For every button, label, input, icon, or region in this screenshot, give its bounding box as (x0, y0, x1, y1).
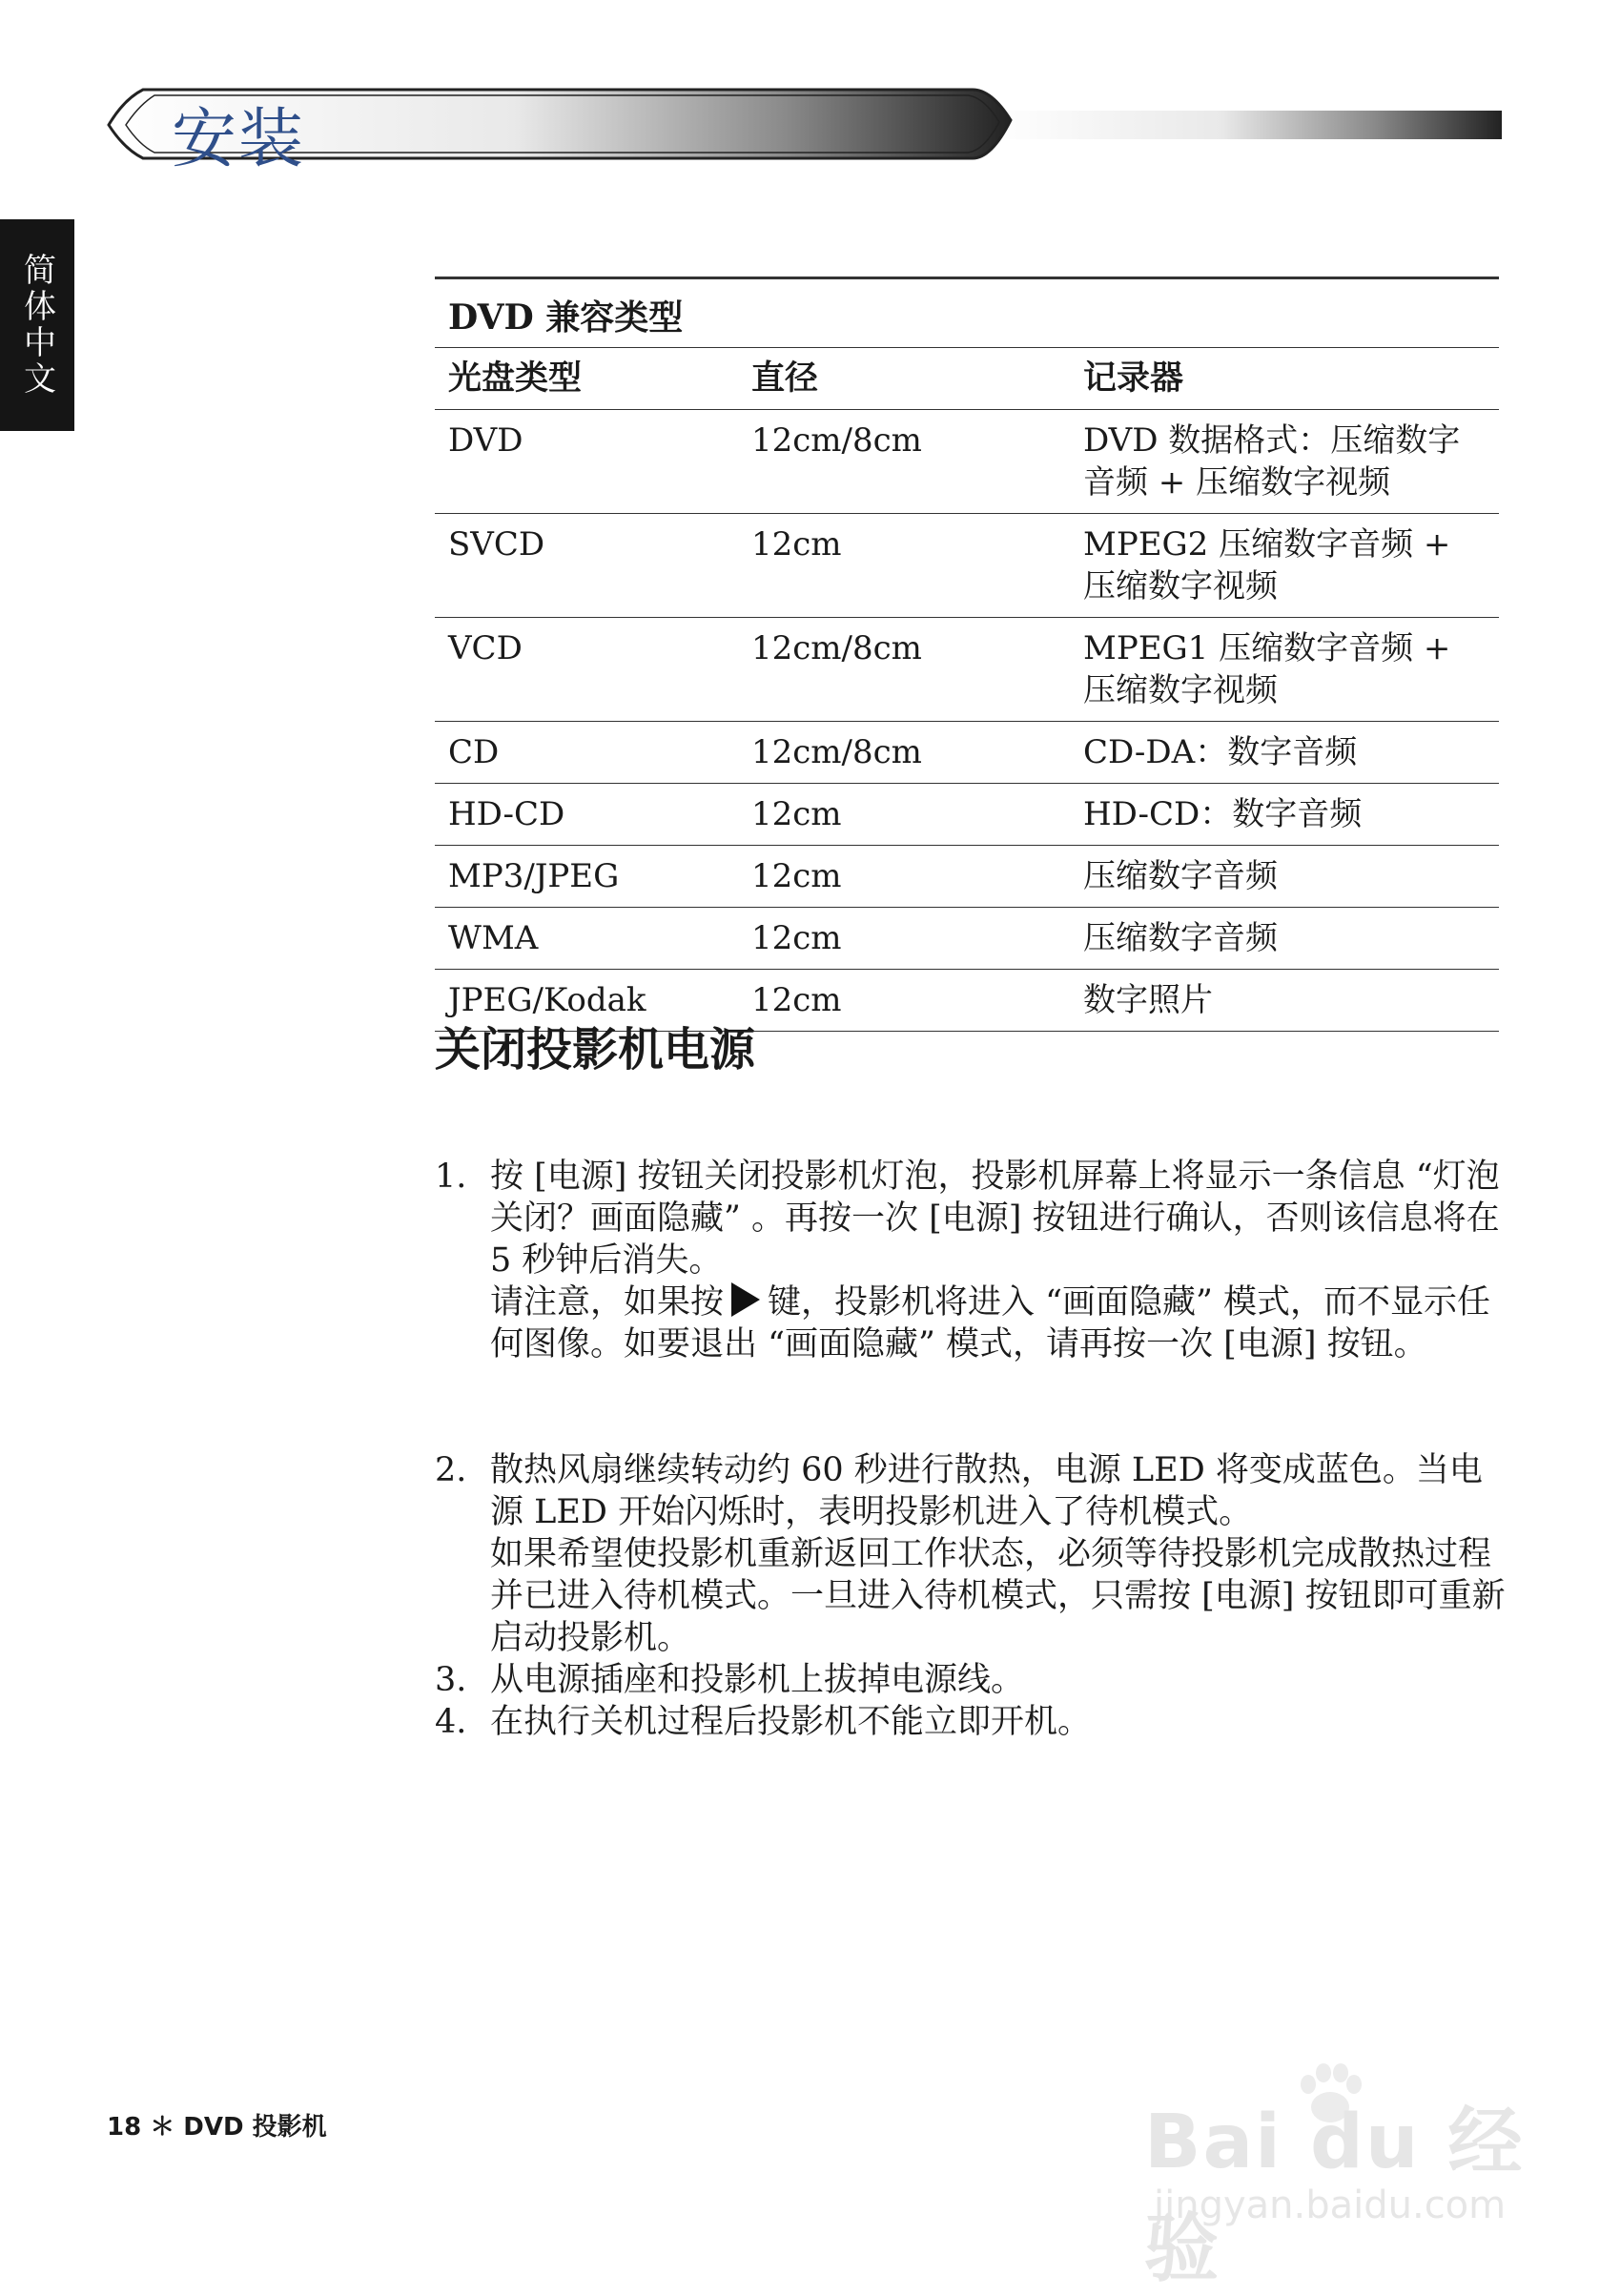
cell-recorder: 数字照片 (1070, 970, 1499, 1032)
page-footer: 18 ＊ DVD 投影机 (107, 2113, 327, 2142)
power-off-steps (435, 1156, 1508, 1743)
cell-disc-type: SVCD (435, 514, 738, 618)
step-item (435, 1701, 1508, 1743)
table-row (435, 410, 1499, 514)
cell-diameter: 12cm/8cm (738, 722, 1070, 784)
cell-recorder: DVD 数据格式：压缩数字音频 + 压缩数字视频 (1070, 410, 1499, 514)
step-note-after: 键，投影机将进入 “画面隐藏” 模式，而不显示任何图像。如要退出 “画面隐藏” 模式，请再按一次 [电源] 按钮。 (490, 1283, 1491, 1363)
cell-recorder: MPEG2 压缩数字音频 + 压缩数字视频 (1070, 514, 1499, 618)
page-title: 安装 (172, 102, 306, 177)
watermark-brand: Bai du 经验 (1144, 2100, 1525, 2292)
cell-recorder: MPEG1 压缩数字音频 + 压缩数字视频 (1070, 618, 1499, 722)
step-number: 3. (435, 1661, 467, 1699)
header-banner (105, 82, 1502, 177)
cell-recorder: HD-CD：数字音频 (1070, 784, 1499, 846)
baidu-watermark (1125, 2050, 1526, 2292)
step-note (490, 1281, 1508, 1365)
step-text: 按 [电源] 按钮关闭投影机灯泡，投影机屏幕上将显示一条信息 “灯泡关闭？画面隐藏” 。再按一次 [电源] 按钮进行确认，否则该信息将在 5 秒钟后消失。 (490, 1158, 1500, 1280)
step-gap (435, 1365, 1508, 1449)
step-item (435, 1659, 1508, 1701)
cell-recorder: CD-DA：数字音频 (1070, 722, 1499, 784)
col-header-diameter: 直径 (738, 348, 1070, 410)
step-text: 散热风扇继续转动约 60 秒进行散热，电源 LED 将变成蓝色。当电源 LED 开始闪烁时，表明投影机进入了待机模式。 (490, 1451, 1483, 1531)
cell-disc-type: WMA (435, 908, 738, 970)
table-row (435, 846, 1499, 908)
step-body (490, 1659, 1024, 1701)
step-body (490, 1701, 1091, 1743)
table-row (435, 784, 1499, 846)
step-item (435, 1449, 1508, 1659)
step-note: 如果希望使投影机重新返回工作状态，必须等待投影机完成散热过程并已进入待机模式。一旦进入待机模式，只需按 [电源] 按钮即可重新启动投影机。 (490, 1535, 1506, 1657)
dvd-compat-table (435, 277, 1499, 1032)
step-note-before: 请注意，如果按 (490, 1283, 725, 1322)
cell-diameter: 12cm (738, 514, 1070, 618)
cell-diameter: 12cm/8cm (738, 410, 1070, 514)
cell-disc-type: VCD (435, 618, 738, 722)
cell-diameter: 12cm (738, 784, 1070, 846)
step-body (490, 1449, 1508, 1659)
cell-disc-type: MP3/JPEG (435, 846, 738, 908)
cell-disc-type: JPEG/Kodak (435, 970, 738, 1032)
cell-disc-type: HD-CD (435, 784, 738, 846)
cell-diameter: 12cm/8cm (738, 618, 1070, 722)
cell-disc-type: CD (435, 722, 738, 784)
table-row (435, 722, 1499, 784)
table-row (435, 514, 1499, 618)
step-item (435, 1156, 1508, 1365)
language-tab-label: 简体中文 (17, 253, 56, 398)
step-number: 4. (435, 1703, 467, 1741)
language-tab (0, 219, 74, 431)
col-header-disc-type: 光盘类型 (435, 348, 738, 410)
banner-frame (105, 82, 1502, 168)
cell-diameter: 12cm (738, 846, 1070, 908)
step-number: 1. (435, 1158, 467, 1196)
table-caption: DVD 兼容类型 (435, 279, 1499, 348)
table-row (435, 618, 1499, 722)
cell-diameter: 12cm (738, 908, 1070, 970)
table-header-row (435, 348, 1499, 410)
col-header-recorder: 记录器 (1070, 348, 1499, 410)
section-title: 关闭投影机电源 (435, 1023, 756, 1076)
step-number: 2. (435, 1451, 467, 1489)
step-text: 在执行关机过程后投影机不能立即开机。 (490, 1703, 1092, 1741)
step-body (490, 1156, 1508, 1365)
compat-grid (435, 348, 1499, 1032)
play-right-icon (731, 1282, 760, 1317)
step-text: 从电源插座和投影机上拔掉电源线。 (490, 1661, 1025, 1699)
cell-diameter: 12cm (738, 970, 1070, 1032)
watermark-url: jingyan.baidu.com (1154, 2183, 1507, 2227)
cell-recorder: 压缩数字音频 (1070, 846, 1499, 908)
cell-recorder: 压缩数字音频 (1070, 908, 1499, 970)
table-row (435, 908, 1499, 970)
cell-disc-type: DVD (435, 410, 738, 514)
